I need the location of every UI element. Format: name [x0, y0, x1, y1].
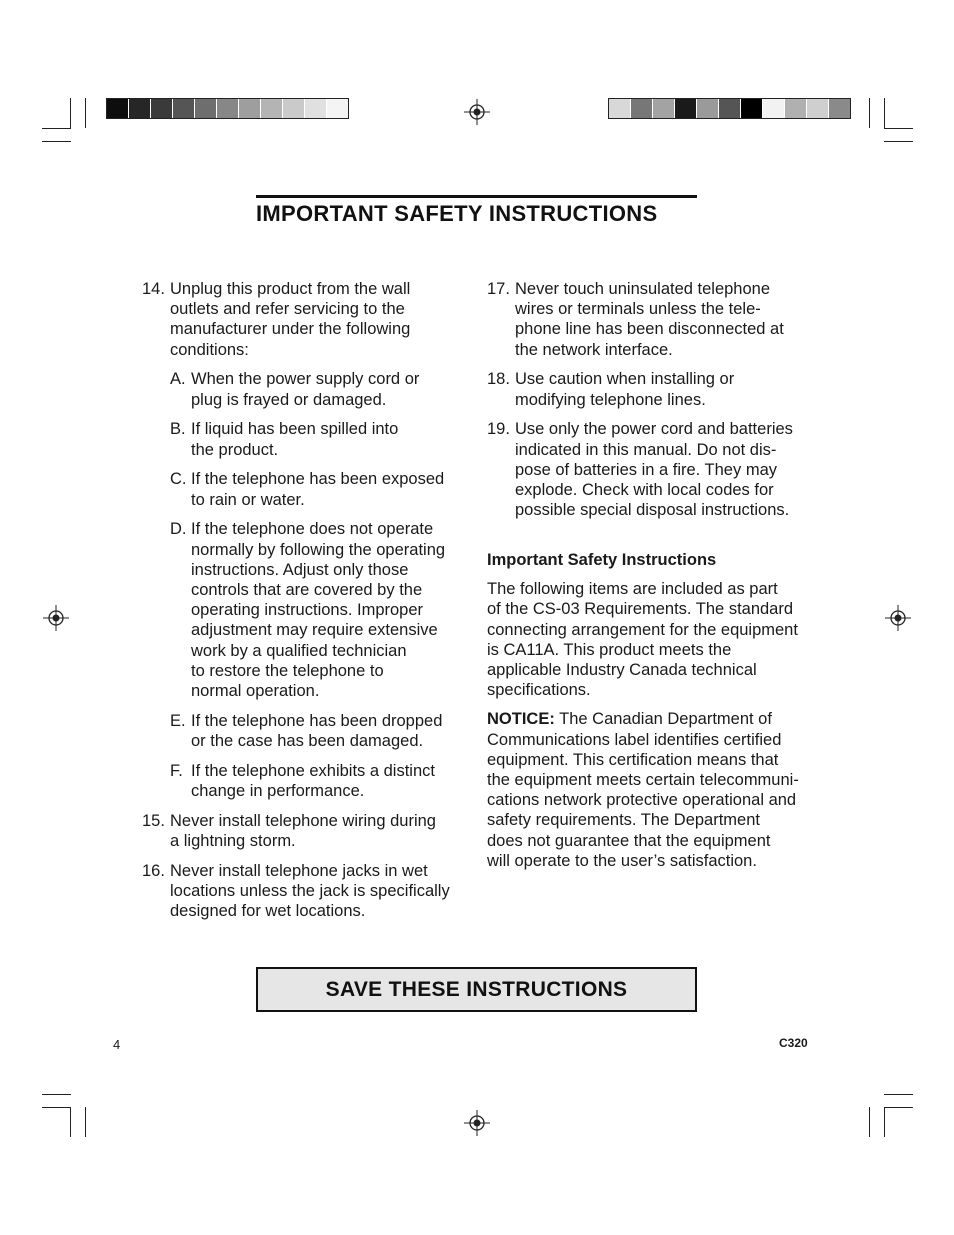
left-swatch [239, 99, 261, 118]
notice-first-line: The Canadian Department of [559, 710, 772, 729]
right-list [487, 279, 827, 520]
list-item [487, 419, 827, 520]
item-text: Use only the power cord and batteries indicated in this manual. Do not dis- pose of batteries in a fire. They may explode. Check with local codes for possible special disposal instructions. [515, 420, 793, 520]
left-swatch [261, 99, 283, 118]
right-swatch [653, 99, 675, 118]
crop-mark [42, 1107, 71, 1108]
right-swatch [741, 99, 763, 118]
condition-letter: A. [170, 370, 186, 389]
condition-text: If the telephone exhibits a distinct change in performance. [191, 761, 435, 801]
section-heading: Important Safety Instructions [487, 551, 717, 570]
notice-text: Communications label identifies certified equipment. This certification means that the equipment meets certain telecommuni- cations network protective operational and safety requirements. The Department does not guarantee that the equipment will operate to the user’s satisfaction. [487, 730, 799, 870]
condition-letter: B. [170, 420, 186, 439]
item-number: 15. [142, 811, 165, 830]
crop-mark [884, 98, 885, 128]
item-number: 14. [142, 280, 165, 298]
right-swatch [675, 99, 697, 118]
list-item-14 [142, 279, 472, 360]
registration-mark-icon [885, 605, 911, 631]
condition-text: When the power supply cord or plug is frayed or damaged. [191, 370, 420, 409]
crop-mark [884, 141, 913, 142]
left-swatch [305, 99, 327, 118]
condition-letter: D. [170, 520, 187, 539]
crop-mark [85, 1107, 86, 1137]
right-swatch [719, 99, 741, 118]
model-number: C320 [779, 1036, 808, 1050]
condition-item [170, 369, 472, 409]
right-swatch [785, 99, 807, 118]
left-swatch [217, 99, 239, 118]
list-item-15 [142, 811, 472, 851]
list-item-16 [142, 861, 472, 922]
item-text: Never install telephone jacks in wet locations unless the jack is specifically designed for wet locations. [170, 861, 450, 921]
crop-mark [42, 1094, 71, 1095]
notice-paragraph [487, 709, 827, 871]
crop-mark [869, 98, 870, 128]
right-swatch [631, 99, 653, 118]
condition-item [170, 761, 472, 801]
item-text: Never install telephone wiring during a lightning storm. [170, 811, 436, 851]
condition-text: If the telephone has been dropped or the case has been damaged. [191, 711, 443, 751]
condition-text: If liquid has been spilled into the product. [191, 420, 399, 459]
left-swatch [327, 99, 348, 118]
page-number: 4 [113, 1037, 121, 1052]
right-swatch [829, 99, 850, 118]
condition-letter: F. [170, 761, 183, 780]
left-swatch [283, 99, 305, 118]
list-item [487, 279, 827, 360]
right-swatch [807, 99, 829, 118]
item-text: Never touch uninsulated telephone wires or terminals unless the tele- phone line has been disconnected at the network interface. [515, 280, 784, 359]
crop-mark [884, 1107, 885, 1137]
right-swatch [609, 99, 631, 118]
crop-mark [70, 98, 71, 128]
crop-mark [884, 1094, 913, 1095]
item-number: 17. [487, 280, 510, 298]
crop-mark [884, 1107, 913, 1108]
item-text: Use caution when installing or modifying telephone lines. [515, 370, 735, 409]
requirements-paragraph: The following items are included as part of the CS-03 Requirements. The standard connecting arrangement for the equipment is CA11A. This product meets the applicable Industry Canada technical specifications. [487, 580, 798, 700]
left-swatch [129, 99, 151, 118]
left-column [142, 279, 472, 931]
condition-item [170, 711, 472, 751]
item-text: Unplug this product from the wall outlets and refer servicing to the manufacturer under the following conditions: [170, 280, 411, 359]
page-title: IMPORTANT SAFETY INSTRUCTIONS [256, 201, 658, 226]
condition-list [170, 369, 472, 801]
registration-mark-icon [464, 99, 490, 125]
condition-letter: E. [170, 711, 186, 730]
left-swatch [107, 99, 129, 118]
left-swatch [173, 99, 195, 118]
title-rule [256, 195, 697, 198]
left-swatch [151, 99, 173, 118]
crop-mark [70, 1107, 71, 1137]
crop-mark [42, 141, 71, 142]
gray-swatch-bar-left [106, 98, 349, 119]
condition-letter: C. [170, 470, 187, 489]
condition-text: If the telephone does not operate normally by following the operating instructions. Adjust only those controls that are covered by the operating instructions. Improper adjustment may require extensive work by a qualified technician to restore the telephone to normal operation. [191, 520, 446, 701]
crop-mark [85, 98, 86, 128]
condition-item [170, 419, 472, 459]
right-swatch [763, 99, 785, 118]
registration-mark-icon [464, 1110, 490, 1136]
item-number: 18. [487, 370, 510, 389]
condition-text: If the telephone has been exposed to rain or water. [191, 470, 445, 509]
crop-mark [884, 128, 913, 129]
left-swatch [195, 99, 217, 118]
banner-text: SAVE THESE INSTRUCTIONS [325, 977, 628, 1001]
right-column [487, 279, 827, 880]
item-number: 16. [142, 861, 165, 880]
save-instructions-banner [256, 967, 697, 1012]
condition-item [170, 469, 472, 509]
right-swatch [697, 99, 719, 118]
condition-item [170, 519, 472, 701]
registration-mark-icon [43, 605, 69, 631]
notice-label: NOTICE: [487, 710, 555, 729]
crop-mark [869, 1107, 870, 1137]
gray-swatch-bar-right [608, 98, 851, 119]
list-item [487, 369, 827, 409]
item-number: 19. [487, 420, 510, 439]
crop-mark [42, 128, 71, 129]
